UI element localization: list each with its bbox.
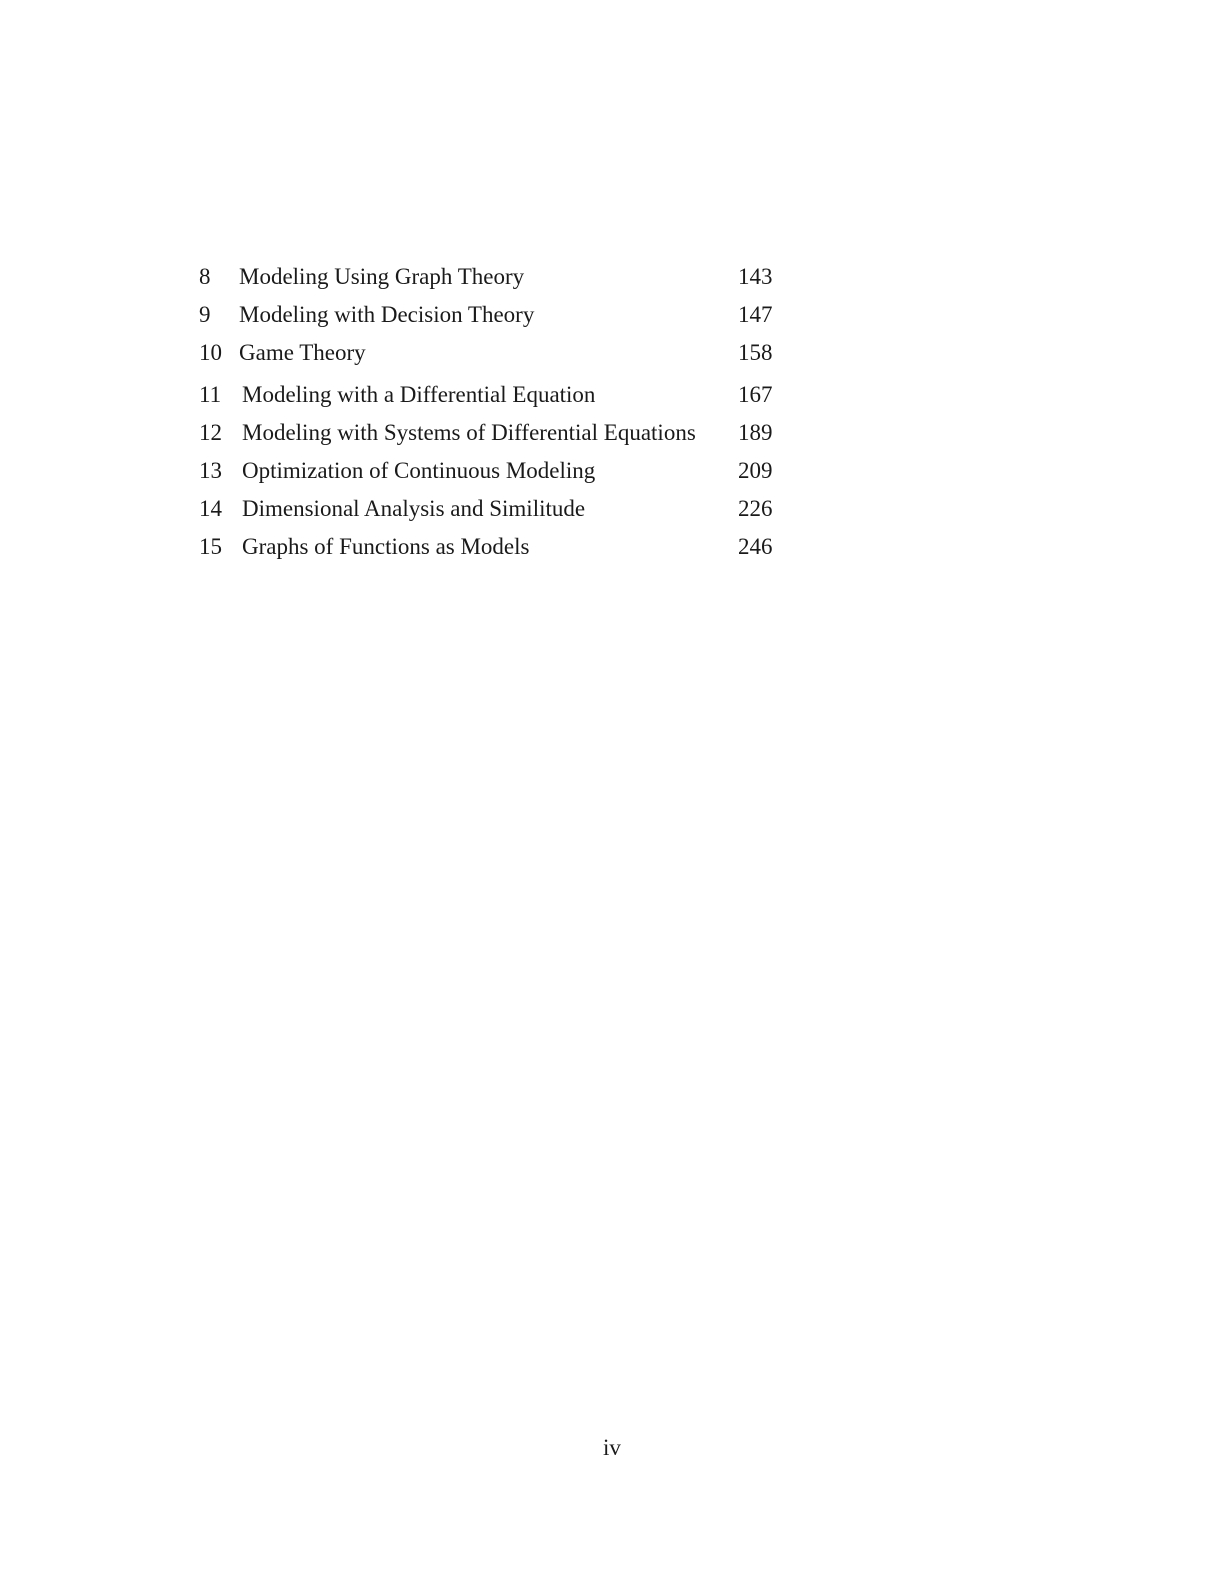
toc-entry: [0, 532, 1224, 562]
chapter-page: 209: [738, 458, 773, 483]
chapter-number: 13: [199, 458, 222, 483]
toc-entry: [0, 456, 1224, 486]
chapter-title: Modeling with a Differential Equation: [242, 382, 596, 407]
chapter-title: Modeling with Decision Theory: [239, 302, 535, 327]
chapter-page: 167: [738, 382, 773, 407]
chapter-page: 226: [738, 496, 773, 521]
chapter-number: 11: [199, 382, 222, 407]
toc-entry: [0, 380, 1224, 410]
chapter-page: 189: [738, 420, 773, 445]
toc-entry: [0, 338, 1224, 368]
chapter-number: 8: [199, 264, 211, 289]
chapter-page: 246: [738, 534, 773, 559]
chapter-title: Graphs of Functions as Models: [242, 534, 530, 559]
page-number: iv: [603, 1435, 621, 1460]
chapter-number: 15: [199, 534, 222, 559]
chapter-title: Optimization of Continuous Modeling: [242, 458, 596, 483]
chapter-number: 10: [199, 340, 222, 365]
toc-entry: [0, 262, 1224, 292]
chapter-page: 147: [738, 302, 773, 327]
chapter-number: 9: [199, 302, 211, 327]
chapter-number: 14: [199, 496, 222, 521]
chapter-title: Modeling Using Graph Theory: [239, 264, 525, 289]
toc-entry: [0, 418, 1224, 448]
chapter-number: 12: [199, 420, 222, 445]
chapter-title: Game Theory: [239, 340, 366, 365]
toc-entry: [0, 494, 1224, 524]
toc-entry: [0, 300, 1224, 330]
chapter-page: 143: [738, 264, 773, 289]
chapter-page: 158: [738, 340, 773, 365]
chapter-title: Modeling with Systems of Differential Equations: [242, 420, 696, 445]
chapter-title: Dimensional Analysis and Similitude: [242, 496, 586, 521]
